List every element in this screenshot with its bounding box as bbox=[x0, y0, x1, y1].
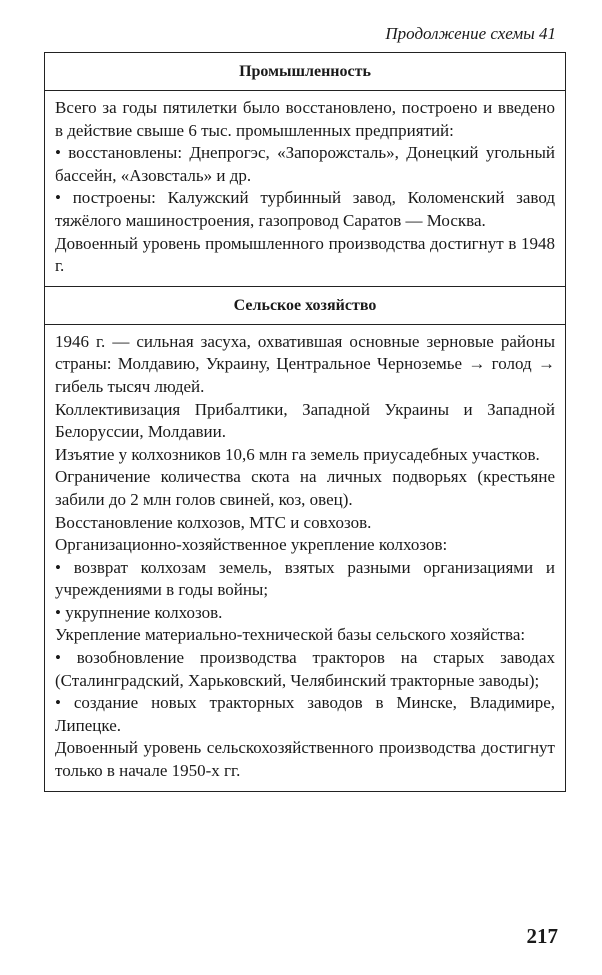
industry-heading: Промышленность bbox=[45, 53, 565, 91]
agriculture-line: Ограничение количества скота на личных подворьях (крестьяне забили до 2 млн голов свиней, коз, овец). bbox=[55, 467, 555, 509]
agriculture-body bbox=[45, 325, 565, 791]
agriculture-line: • возобновление производства тракторов на старых заводах (Сталинградский, Харьковский, Челябинский тракторные заводы); bbox=[55, 648, 555, 690]
page-number: 217 bbox=[526, 924, 558, 948]
industry-line: Довоенный уровень промышленного производства достигнут в 1948 г. bbox=[55, 233, 555, 276]
agriculture-line: Укрепление материально-технической базы сельского хозяйства: bbox=[55, 625, 526, 645]
agriculture-line: Довоенный уровень сельскохозяйственного производства достигнут только в начале 1950-х гг. bbox=[55, 738, 555, 781]
agriculture-line: • создание новых тракторных заводов в Минске, Владимире, Липецке. bbox=[55, 693, 555, 735]
industry-body bbox=[45, 91, 565, 286]
agriculture-line: Изъятие у колхозников 10,6 млн га земель приусадебных участков. bbox=[55, 444, 540, 464]
industry-line: • восстановлены: Днепрогэс, «Запорожсталь», Донецкий угольный бассейн, «Азовсталь» и др. bbox=[55, 143, 555, 185]
continuation-caption: Продолжение схемы 41 bbox=[385, 24, 556, 43]
scheme-table bbox=[44, 52, 566, 792]
agriculture-heading: Сельское хозяйство bbox=[45, 286, 565, 325]
agriculture-line: Организационно-хозяйственное укрепление колхозов: bbox=[55, 535, 448, 555]
agriculture-line: Восстановление колхозов, МТС и совхозов. bbox=[55, 512, 372, 532]
industry-line: • построены: Калужский турбинный завод, Коломенский завод тяжёлого машиностроения, газопровод Саратов — Москва. bbox=[55, 188, 555, 230]
agriculture-line: • возврат колхозам земель, взятых разными организациями и учреждениями в годы войны; bbox=[55, 557, 555, 600]
agriculture-line: • укрупнение колхозов. bbox=[55, 602, 223, 622]
agriculture-line: Коллективизация Прибалтики, Западной Украины и Западной Белоруссии, Молдавии. bbox=[55, 399, 555, 442]
industry-line: Всего за годы пятилетки было восстановлено, построено и введено в действие свыше 6 тыс. промышленных предприятий: bbox=[55, 98, 555, 140]
agriculture-line: 1946 г. — сильная засуха, охватившая основные зерновые районы страны: Молдавию, Украину, Центральное Черноземье → голод → гибель тысяч людей. bbox=[55, 331, 555, 396]
